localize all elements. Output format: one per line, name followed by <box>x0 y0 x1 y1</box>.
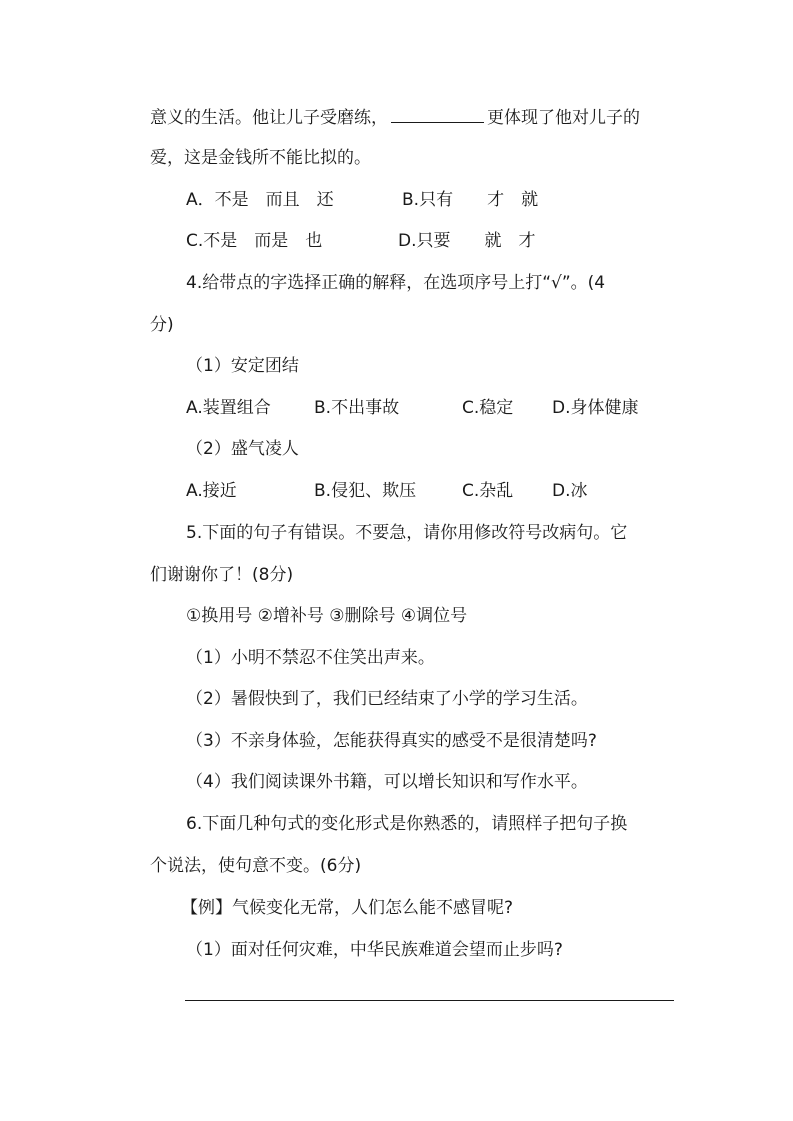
q4-stem-line-2: 分) <box>150 315 174 335</box>
paragraph-line-2: 爱，这是金钱所不能比拟的。 <box>150 148 371 168</box>
q4-item-1-option-b: B.不出事故 <box>314 398 400 418</box>
paragraph-text-before-blank: 意义的生活。他让儿子受磨练， <box>150 108 388 128</box>
q4-item-2-option-c: C.杂乱 <box>462 481 514 501</box>
paragraph-text-after-blank: 更体现了他对儿子的 <box>487 108 640 128</box>
fill-in-blank[interactable] <box>391 106 484 123</box>
q6-example: 【例】气候变化无常，人们怎么能不感冒呢? <box>181 898 514 918</box>
q5-symbol-list: ①换用号 ②增补号 ③删除号 ④调位号 <box>186 606 468 626</box>
q4-item-1-label: （1）安定团结 <box>186 356 299 376</box>
q4-item-1-option-a: A.装置组合 <box>186 398 271 418</box>
q5-sentence-4: （4）我们阅读课外书籍，可以增长知识和写作水平。 <box>186 772 588 792</box>
q5-stem-line-1: 5.下面的句子有错误。不要急，请你用修改符号改病句。它 <box>186 523 628 543</box>
q4-item-2-option-b: B.侵犯、欺压 <box>314 481 417 501</box>
q3-option-d: D.只要 就 才 <box>398 231 536 251</box>
q5-sentence-1: （1）小明不禁忍不住笑出声来。 <box>186 648 435 668</box>
answer-line[interactable] <box>185 1000 674 1001</box>
q3-option-c: C.不是 而是 也 <box>186 231 323 251</box>
q4-stem-line-1: 4.给带点的字选择正确的解释，在选项序号上打“√”。(4 <box>186 273 606 293</box>
q6-item-1: （1）面对任何灾难，中华民族难道会望而止步吗? <box>186 940 563 960</box>
q4-item-2-option-a: A.接近 <box>186 481 237 501</box>
q4-item-1-option-c: C.稳定 <box>462 398 514 418</box>
q5-sentence-2: （2）暑假快到了，我们已经结束了小学的学习生活。 <box>186 689 588 709</box>
q6-stem-line-1: 6.下面几种句式的变化形式是你熟悉的，请照样子把句子换 <box>186 814 628 834</box>
q4-item-2-option-d: D.冰 <box>552 481 588 501</box>
q6-stem-line-2: 个说法，使句意不变。(6分) <box>150 856 362 876</box>
q3-option-b: B.只有 才 就 <box>402 190 539 210</box>
paragraph-line-1 <box>150 106 640 128</box>
q4-item-2-label: （2）盛气凌人 <box>186 439 299 459</box>
q5-sentence-3: （3）不亲身体验，怎能获得真实的感受不是很清楚吗? <box>186 731 597 751</box>
q4-item-1-option-d: D.身体健康 <box>552 398 639 418</box>
q5-stem-line-2: 们谢谢你了！(8分) <box>150 565 294 585</box>
q3-option-a: A．不是 而且 还 <box>186 190 334 210</box>
